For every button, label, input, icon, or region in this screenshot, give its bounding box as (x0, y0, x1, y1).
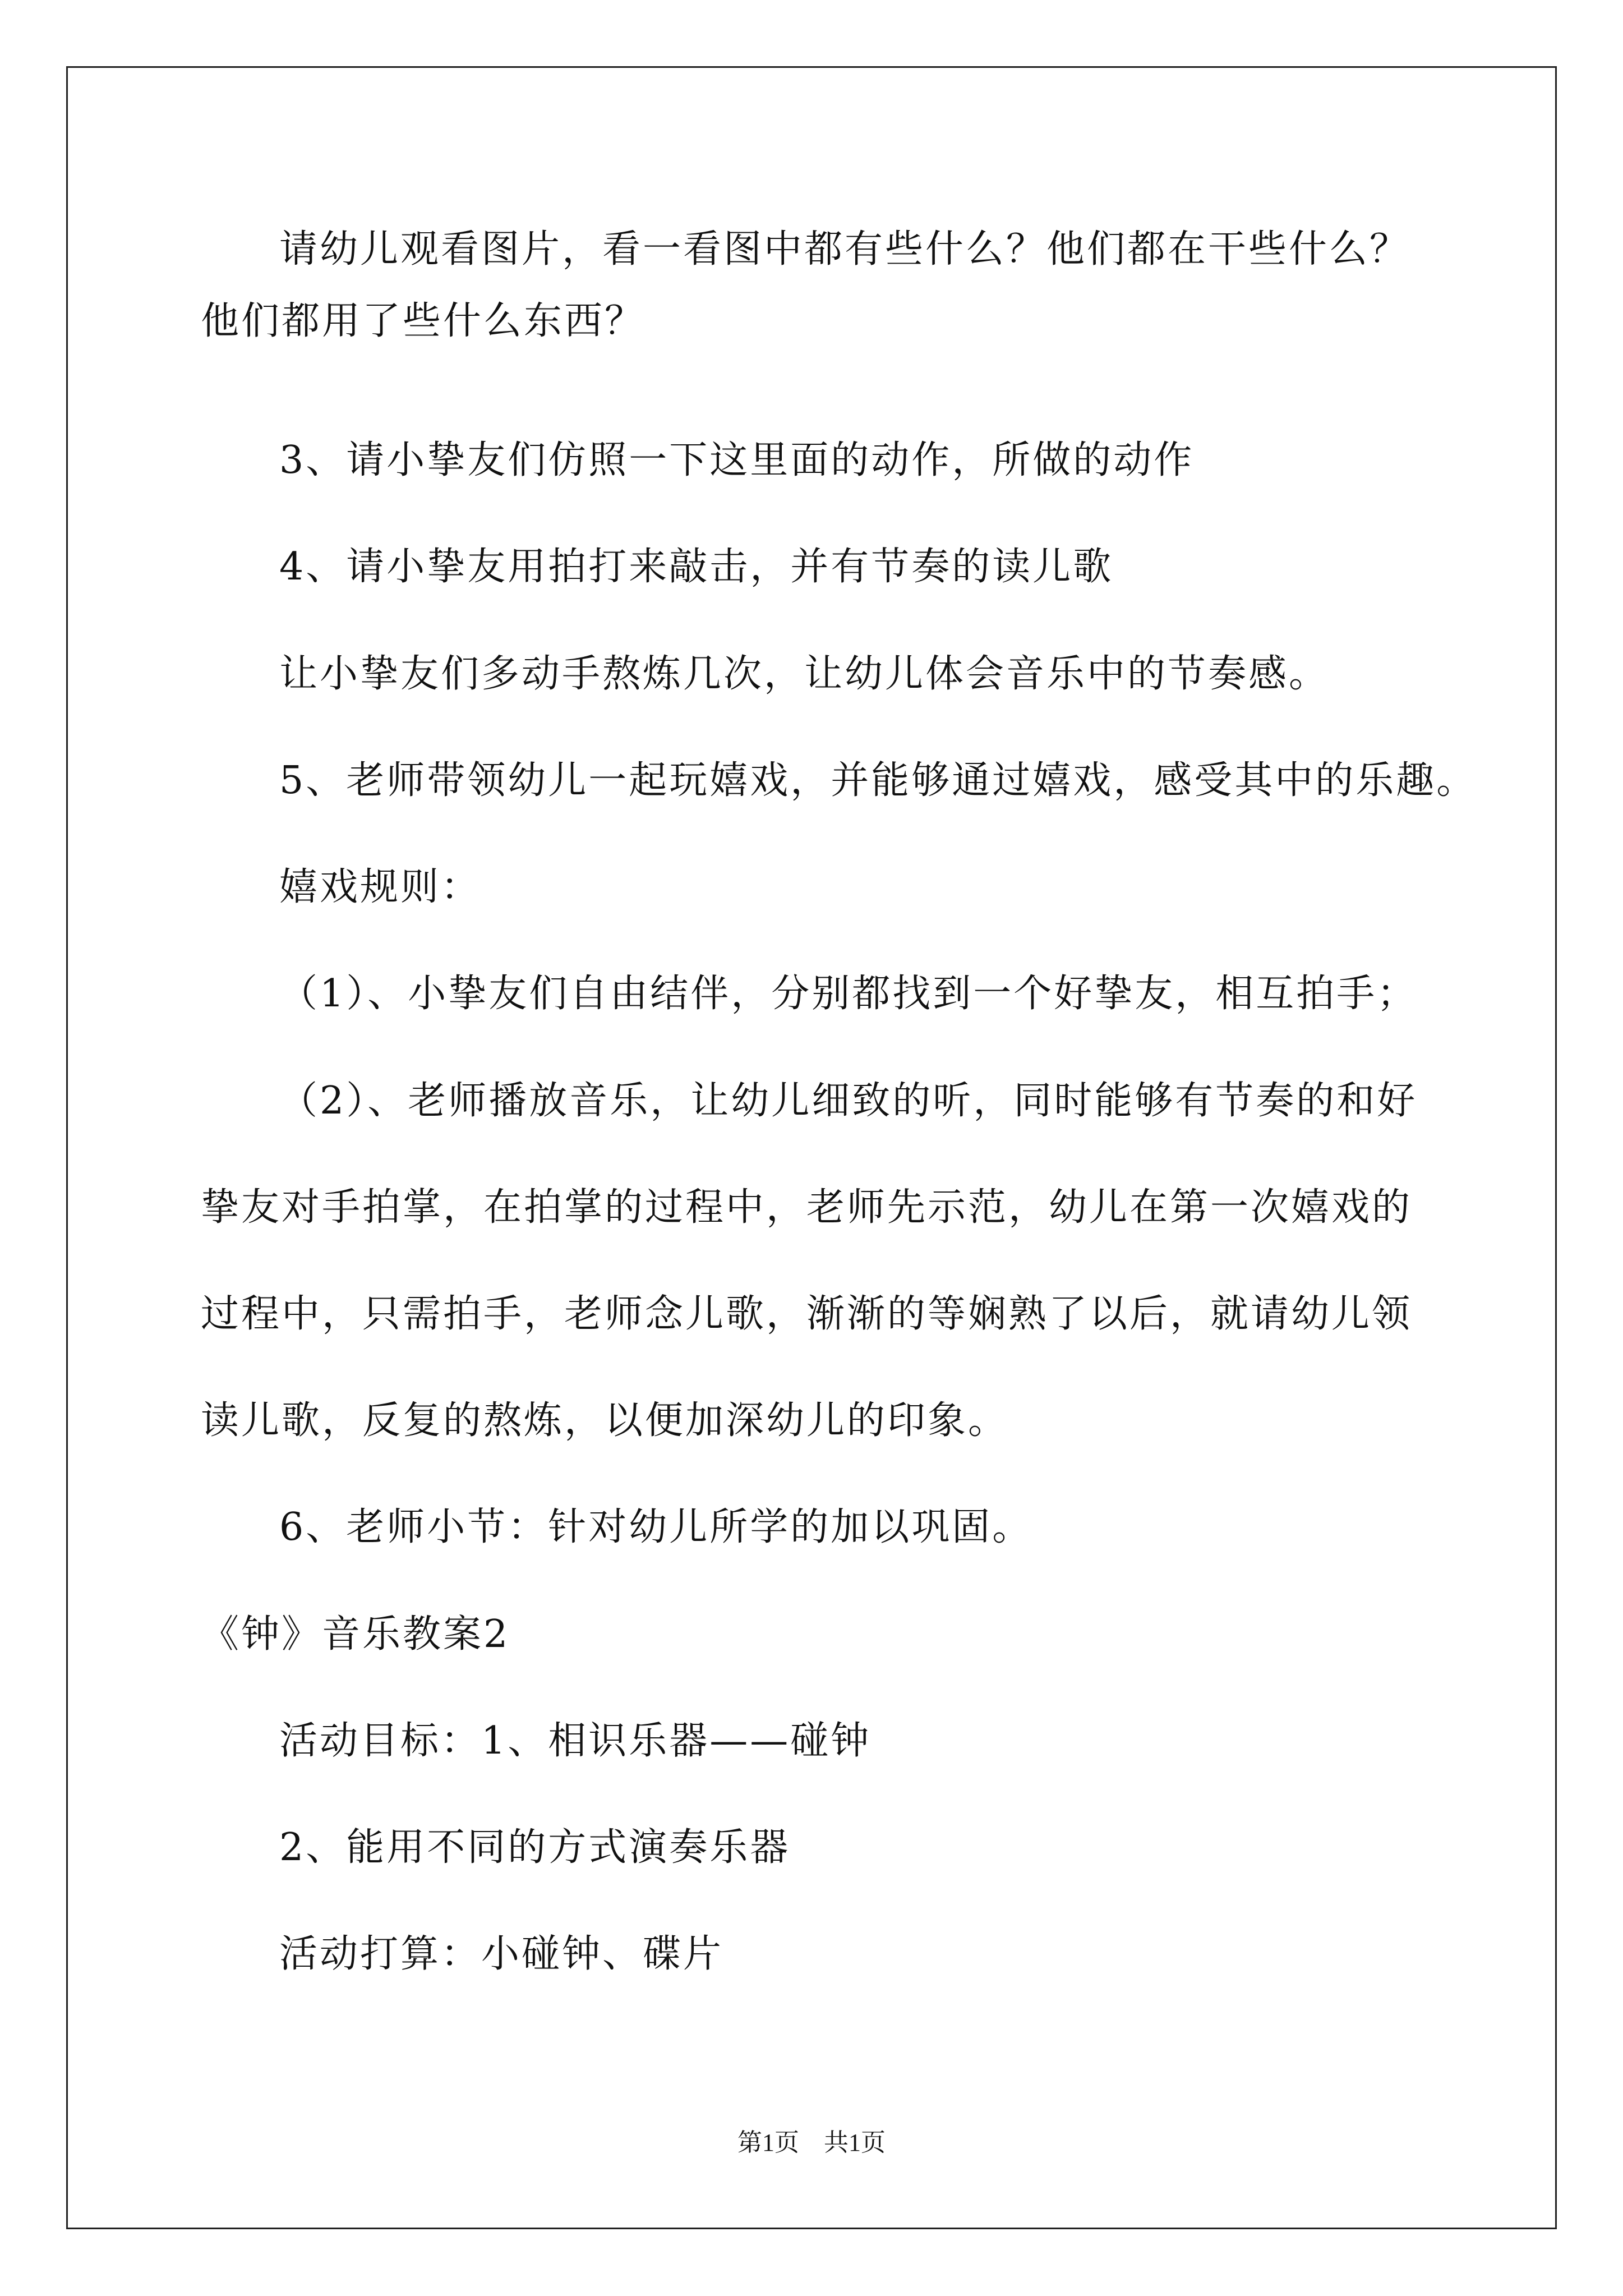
paragraph-line: 4、请小挚友用拍打来敲击，并有节奏的读儿歌 (279, 545, 1114, 589)
paragraph-line: 2、能用不同的方式演奏乐器 (279, 1825, 791, 1870)
paragraph-line: 活动目标：1、相识乐器——碰钟 (279, 1719, 872, 1763)
paragraph-line: 他们都用了些什么东西？ (201, 299, 645, 343)
paragraph-line: （2）、老师播放音乐，让幼儿细致的听，同时能够有节奏的和好 (279, 1079, 1418, 1123)
paragraph-line: 活动打算：小碰钟、碟片 (279, 1932, 724, 1976)
section-title: 《钟》音乐教案2 (201, 1612, 510, 1657)
paragraph-line: 挚友对手拍掌，在拍掌的过程中，老师先示范，幼儿在第一次嬉戏的 (201, 1185, 1413, 1230)
paragraph-line: （1）、小挚友们自由结伴，分别都找到一个好挚友，相互拍手； (279, 972, 1418, 1016)
paragraph-line: 嬉戏规则： (279, 865, 482, 909)
paragraph-line: 5、老师带领幼儿一起玩嬉戏，并能够通过嬉戏，感受其中的乐趣。 (279, 758, 1477, 803)
paragraph-line: 让小挚友们多动手熬炼几次，让幼儿体会音乐中的节奏感。 (279, 652, 1330, 696)
paragraph-line: 请幼儿观看图片，看一看图中都有些什么？他们都在干些什么？ (279, 227, 1410, 272)
paragraph-line: 读儿歌，反复的熬炼，以便加深幼儿的印象。 (201, 1398, 1009, 1443)
page-footer: 第1页 共1页 (737, 2129, 886, 2156)
page-border (66, 66, 1557, 2229)
paragraph-line: 6、老师小节：针对幼儿所学的加以巩固。 (279, 1505, 1033, 1549)
paragraph-line: 过程中，只需拍手，老师念儿歌，渐渐的等娴熟了以后，就请幼儿领 (201, 1292, 1413, 1336)
paragraph-line: 3、请小挚友们仿照一下这里面的动作，所做的动作 (279, 438, 1195, 482)
